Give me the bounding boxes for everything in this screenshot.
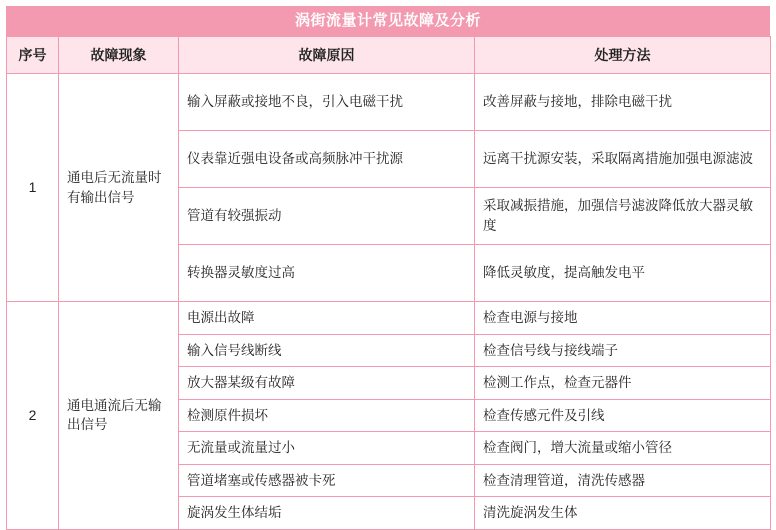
table-row	[7, 302, 771, 335]
fault-method: 检测工作点，检查元器件	[475, 367, 771, 400]
fault-method: 检查信号线与接线端子	[475, 334, 771, 367]
fault-cause: 无流量或流量过小	[179, 432, 475, 465]
fault-method: 改善屏蔽与接地，排除电磁干扰	[475, 74, 771, 131]
fault-method: 检查清理管道，清洗传感器	[475, 464, 771, 497]
fault-cause: 输入信号线断线	[179, 334, 475, 367]
fault-phenomenon: 通电后无流量时有输出信号	[59, 74, 179, 302]
fault-method: 降低灵敏度，提高触发电平	[475, 245, 771, 302]
row-number: 1	[7, 74, 59, 302]
fault-method: 清洗旋涡发生体	[475, 497, 771, 530]
fault-method: 检查电源与接地	[475, 302, 771, 335]
column-header-method: 处理方法	[475, 37, 771, 74]
table-header	[7, 37, 771, 74]
row-number: 2	[7, 302, 59, 530]
fault-method: 采取减振措施，加强信号滤波降低放大器灵敏度	[475, 188, 771, 245]
table-body	[7, 74, 771, 530]
fault-phenomenon: 通电通流后无输出信号	[59, 302, 179, 530]
fault-cause: 转换器灵敏度过高	[179, 245, 475, 302]
fault-cause: 仪表靠近强电设备或高频脉冲干扰源	[179, 131, 475, 188]
fault-cause: 电源出故障	[179, 302, 475, 335]
column-header-phenomenon: 故障现象	[59, 37, 179, 74]
column-header-cause: 故障原因	[179, 37, 475, 74]
table-header-row	[7, 37, 771, 74]
fault-method: 远离干扰源安装，采取隔离措施加强电源滤波	[475, 131, 771, 188]
page-title: 涡街流量计常见故障及分析	[6, 6, 770, 36]
fault-method: 检查传感元件及引线	[475, 399, 771, 432]
table-row	[7, 74, 771, 131]
fault-method: 检查阀门，增大流量或缩小管径	[475, 432, 771, 465]
fault-cause: 管道堵塞或传感器被卡死	[179, 464, 475, 497]
fault-cause: 管道有较强振动	[179, 188, 475, 245]
fault-cause: 放大器某级有故障	[179, 367, 475, 400]
column-header-no: 序号	[7, 37, 59, 74]
fault-cause: 输入屏蔽或接地不良，引入电磁干扰	[179, 74, 475, 131]
fault-cause: 旋涡发生体结垢	[179, 497, 475, 530]
fault-cause: 检测原件损坏	[179, 399, 475, 432]
fault-table	[6, 36, 771, 530]
